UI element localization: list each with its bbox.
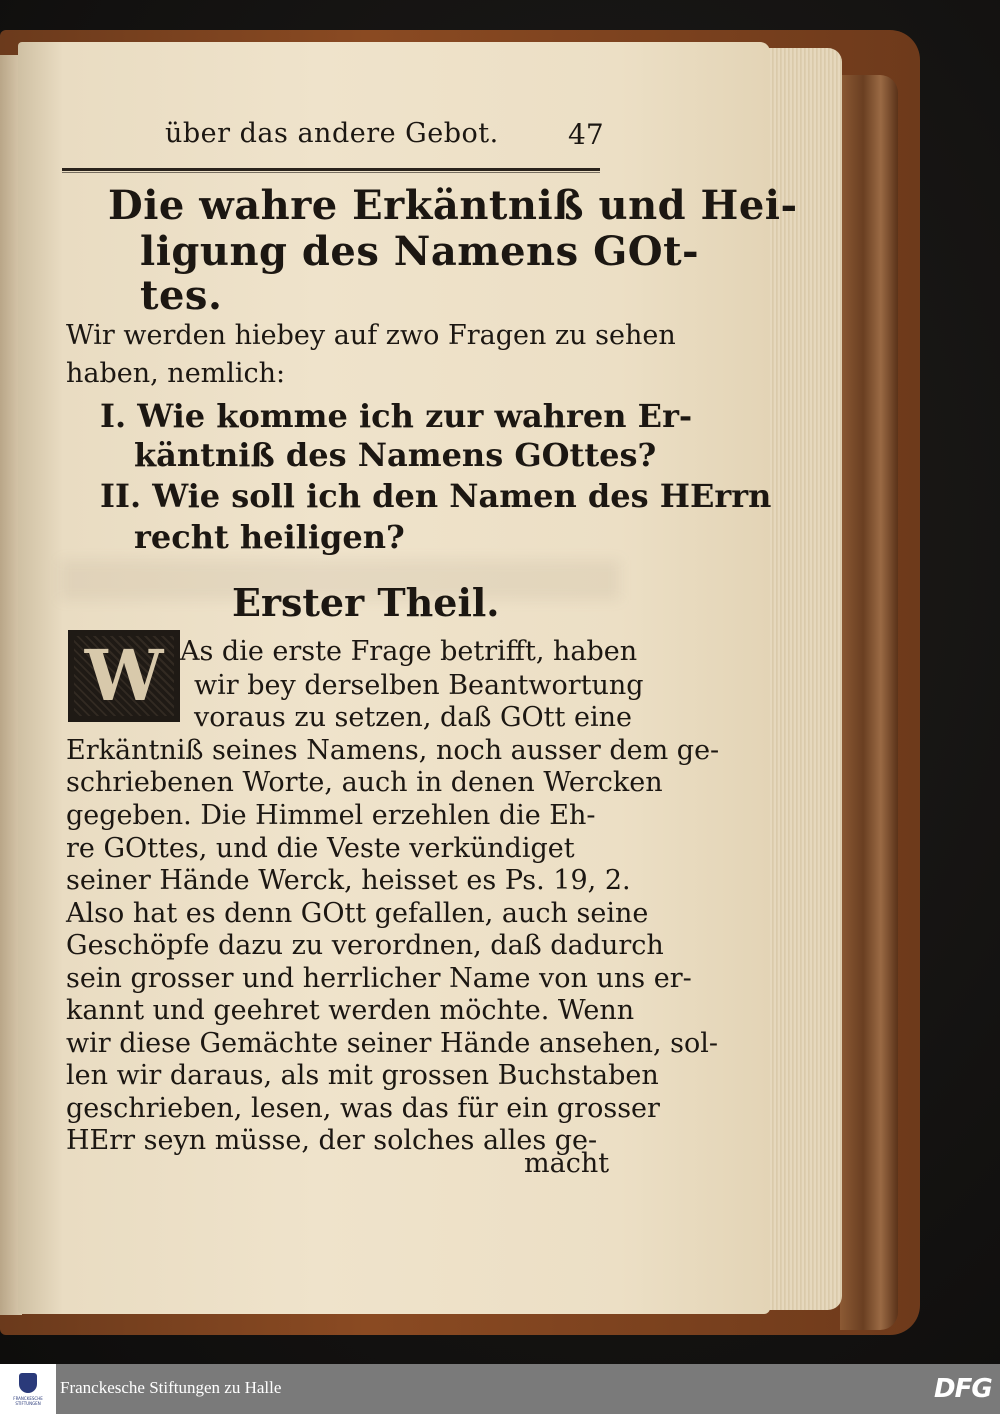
header-rule-thin	[62, 172, 600, 173]
chapter-title-line: tes.	[140, 272, 223, 319]
body-line: As die erste Frage betrifft, haben	[180, 636, 638, 667]
body-line: wir bey derselben Beantwortung	[194, 670, 644, 701]
page-stack	[766, 48, 842, 1310]
body-line: Erkäntniß seines Namens, noch ausser dem ge-	[66, 735, 720, 766]
body-line: schriebenen Worte, auch in denen Wercken	[66, 767, 663, 798]
book-spine-edge	[840, 75, 898, 1330]
initial-letter: W	[84, 634, 164, 717]
decorated-initial	[68, 630, 180, 722]
body-line: re GOttes, und die Veste verkündiget	[66, 833, 575, 864]
logo-text-line: STIFTUNGEN	[15, 1400, 41, 1406]
body-line: gegeben. Die Himmel erzehlen die Eh-	[66, 800, 596, 831]
dfg-logo[interactable]: DFG	[934, 1374, 992, 1404]
footer-bar	[0, 1364, 1000, 1414]
body-line: HErr seyn müsse, der solches alles ge-	[66, 1125, 598, 1156]
emblem-icon	[19, 1373, 37, 1393]
header-rule	[62, 168, 600, 171]
intro-line: haben, nemlich:	[66, 358, 286, 389]
catchword: macht	[524, 1148, 610, 1179]
question-one-line: I. Wie komme ich zur wahren Er-	[100, 397, 693, 435]
body-line: voraus zu setzen, daß GOtt eine	[194, 702, 632, 733]
running-head: über das andere Gebot.	[165, 118, 499, 149]
institution-logo[interactable]	[0, 1364, 56, 1414]
section-heading: Erster Theil.	[232, 580, 500, 625]
body-line: len wir daraus, als mit grossen Buchstaben	[66, 1060, 659, 1091]
body-line: seiner Hände Werck, heisset es Ps. 19, 2.	[66, 865, 631, 896]
chapter-title-line: Die wahre Erkäntniß und Hei-	[108, 182, 798, 229]
institution-name: Franckesche Stiftungen zu Halle	[60, 1378, 282, 1397]
question-two-line: II. Wie soll ich den Namen des HErrn	[100, 477, 772, 515]
page-number: 47	[568, 118, 604, 151]
chapter-title-line: ligung des Namens GOt-	[140, 228, 700, 275]
intro-line: Wir werden hiebey auf zwo Fragen zu sehen	[66, 320, 676, 351]
body-line: Geschöpfe dazu zu verordnen, daß dadurch	[66, 930, 664, 961]
body-line: wir diese Gemächte seiner Hände ansehen, sol-	[66, 1028, 719, 1059]
body-line: geschrieben, lesen, was das für ein grosser	[66, 1093, 660, 1124]
question-one-line: käntniß des Namens GOttes?	[134, 436, 657, 474]
body-line: kannt und geehret werden möchte. Wenn	[66, 995, 635, 1026]
body-line: sein grosser und herrlicher Name von uns er-	[66, 963, 692, 994]
logo-text-line: FRANCKESCHE	[13, 1395, 43, 1401]
body-line: Also hat es denn GOtt gefallen, auch seine	[66, 898, 649, 929]
question-two-line: recht heiligen?	[134, 518, 405, 556]
